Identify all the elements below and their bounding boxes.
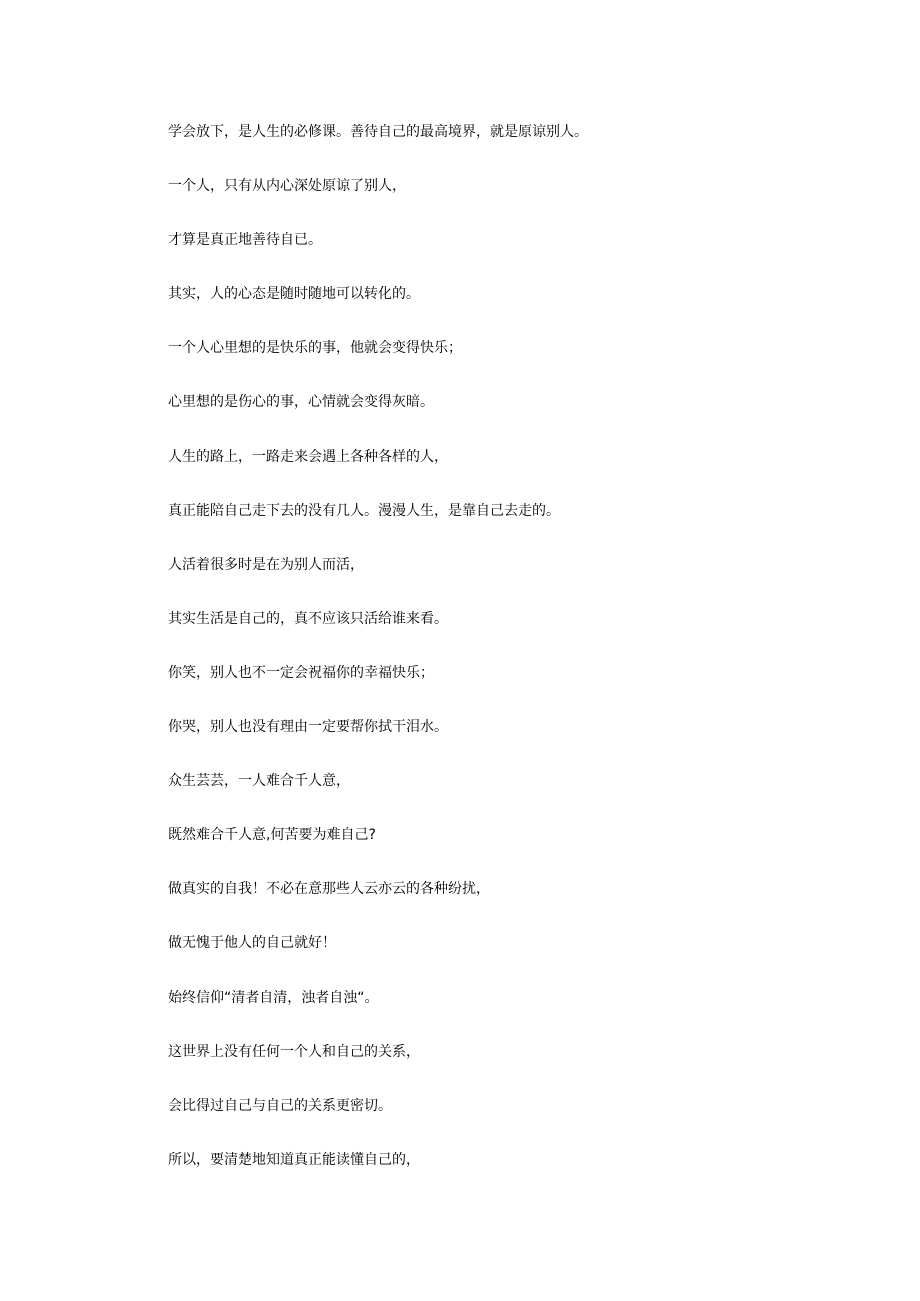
text-line: 人活着很多时是在为别人而活， — [168, 556, 364, 573]
text-line: 所以，要清楚地知道真正能读懂自己的， — [168, 1151, 420, 1168]
text-line: 你笑，别人也不一定会祝福你的幸福快乐； — [168, 664, 434, 681]
text-line: 你哭，别人也没有理由一定要帮你拭干泪水。 — [168, 719, 448, 736]
document-body — [168, 122, 808, 1204]
text-line: 心里想的是伤心的事，心情就会变得灰暗。 — [168, 394, 434, 411]
text-line: 学会放下，是人生的必修课。善待自己的最高境界，就是原谅别人。 — [168, 124, 588, 140]
text-line: 其实生活是自己的，真不应该只活给谁来看。 — [168, 610, 448, 627]
text-line: 众生芸芸，一人难合千人意， — [168, 773, 350, 790]
text-line: 会比得过自己与自己的关系更密切。 — [168, 1097, 392, 1114]
text-line: 做真实的自我！不必在意那些人云亦云的各种纷扰， — [168, 881, 490, 898]
text-line: 一个人心里想的是快乐的事，他就会变得快乐； — [168, 340, 462, 357]
text-line: 才算是真正地善待自已。 — [168, 232, 322, 249]
text-line: 人生的路上，一路走来会遇上各种各样的人， — [168, 448, 448, 465]
text-line: 始终信仰“清者自清，浊者自浊“。 — [168, 989, 379, 1006]
text-line: 一个人，只有从内心深处原谅了别人， — [168, 178, 406, 195]
text-line: 真正能陪自己走下去的没有几人。漫漫人生，是靠自己去走的。 — [168, 502, 560, 519]
text-line: 做无愧于他人的自己就好！ — [168, 935, 336, 952]
text-line: 既然难合千人意,何苦要为难自己? — [168, 827, 376, 844]
text-line: 其实，人的心态是随时随地可以转化的。 — [168, 286, 420, 303]
text-line: 这世界上没有任何一个人和自己的关系， — [168, 1043, 420, 1060]
